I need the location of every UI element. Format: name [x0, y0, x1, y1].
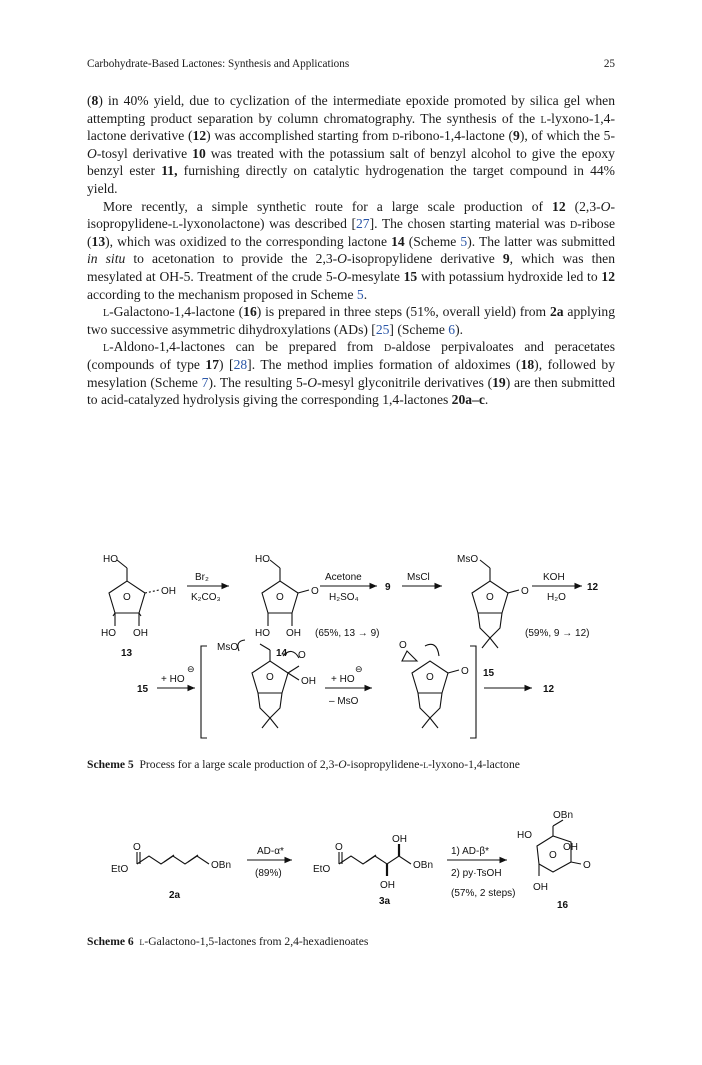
yield-13-9: (65%, 13 → 9) — [315, 628, 380, 639]
label-ho-14b: HO — [255, 628, 270, 639]
label-carbonyl-o-16: O — [583, 860, 591, 871]
label-ring-o-16: O — [549, 850, 557, 861]
label-epoxide-o: O — [399, 640, 407, 651]
label-obn-3a: OBn — [413, 860, 434, 871]
compound-12: 12 — [587, 582, 599, 593]
reagent-k2co3: K₂CO₃ — [191, 592, 221, 603]
label-oh-2: OH — [133, 628, 148, 639]
label-oh-16: OH — [563, 842, 578, 853]
compound-14: 14 — [276, 648, 288, 659]
scheme-5-structures — [87, 548, 615, 748]
yield-89: (89%) — [255, 868, 282, 879]
reagent-br2: Br₂ — [195, 572, 209, 583]
scheme-link[interactable]: 7 — [201, 374, 209, 390]
label-oh-14: OH — [286, 628, 301, 639]
label-oh: OH — [161, 586, 176, 597]
label-oh-int: OH — [301, 676, 316, 687]
compound-16: 16 — [557, 900, 569, 911]
label-ring-o-14: O — [276, 592, 284, 603]
running-title: Carbohydrate-Based Lactones: Synthesis and Applications — [87, 58, 350, 70]
body-text — [87, 92, 615, 409]
label-oh-16b: OH — [533, 882, 548, 893]
citation-link[interactable]: 27 — [355, 216, 370, 232]
minus-charge: ⊖ — [187, 664, 195, 674]
label-ho: HO — [103, 554, 118, 565]
citation-link[interactable]: 28 — [233, 356, 248, 372]
yield-9-12: (59%, 9 → 12) — [525, 628, 590, 639]
label-carbonyl-o-15: O — [521, 586, 529, 597]
label-ho-14: HO — [255, 554, 270, 565]
label-obn-16: OBn — [553, 810, 574, 821]
label-oh-3a-bottom: OH — [380, 880, 395, 891]
label-obn-2a: OBn — [211, 860, 232, 871]
running-head — [87, 58, 615, 70]
reagent-h2so4: H₂SO₄ — [329, 592, 359, 603]
minus-charge-2: ⊖ — [355, 664, 363, 674]
scheme-6-structures — [87, 808, 615, 920]
label-carbonyl-o-int2: O — [461, 666, 469, 677]
compound-2a: 2a — [169, 890, 181, 901]
scheme-link[interactable]: 6 — [448, 321, 456, 337]
label-ring-o-int2: O — [426, 672, 434, 683]
label-ho-oh: HO — [101, 628, 116, 639]
yield-57: (57%, 2 steps) — [451, 888, 516, 899]
label-mso: MsO — [457, 554, 479, 565]
reagent-acetone: Acetone — [325, 572, 362, 583]
compound-12-final: 12 — [543, 684, 555, 695]
label-o-3a: O — [335, 842, 343, 853]
reagent-plus-ho-2: + HO — [331, 674, 355, 685]
paragraph-3: l-Galactono-1,4-lactone (16) is prepared in three steps (51%, overall yield) from 2a applying two successive asymmetric dihydroxylations (ADs) [25] (Scheme 6). — [87, 304, 615, 337]
reagent-pytsoh: 2) py·TsOH — [451, 868, 502, 879]
citation-link[interactable]: 25 — [375, 321, 390, 337]
scheme-5-figure — [87, 548, 615, 748]
reagent-plus-ho: + HO — [161, 674, 185, 685]
label-o-minus: O — [298, 650, 306, 661]
label-carbonyl-o-14: O — [311, 586, 319, 597]
compound-15-row2: 15 — [137, 684, 149, 695]
label-ho-16: HO — [517, 830, 532, 841]
label-eto-3a: EtO — [313, 864, 331, 875]
page-number: 25 — [603, 58, 615, 70]
compound-9: 9 — [385, 582, 391, 593]
reagent-ad-alpha: AD-α* — [257, 846, 284, 857]
scheme-6-figure — [87, 808, 615, 920]
label-ring-o: O — [123, 592, 131, 603]
reagent-mscl: MsCl — [407, 572, 430, 583]
paragraph-1: (8) in 40% yield, due to cyclization of the intermediate epoxide promoted by silica gel when attempting product separation by column chromatography. The synthesis of the l-lyxono-1,4-lactone derivative (12) was accomplished starting from d-ribono-1,4-lactone (9), of which the 5-O-tosyl derivative 10 was treated with the potassium salt of benzyl alcohol to give the epoxy benzyl ester 11, furnishing directly on catalytic hydrogenation the target compound in 44% yield. — [87, 93, 616, 196]
label-ring-o-int: O — [266, 672, 274, 683]
scheme-5-caption: Scheme 5 Process for a large scale production of 2,3-O-isopropylidene-l-lyxono-1,4-lactone — [87, 758, 520, 771]
paragraph-2: More recently, a simple synthetic route for a large scale production of 12 (2,3-O-isopropylidene-l-lyxonolactone) was described [27]. The chosen starting material was d-ribose (13), which was oxidized to the corresponding lactone 14 (Scheme 5). The latter was submitted in situ to acetonation to provide the 2,3-O-isopropylidene derivative 9, which was then mesylated at OH-5. Treatment of the crude 5-O-mesylate 15 with potassium hydroxide led to 12 according to the mechanism proposed in Scheme 5. — [87, 198, 616, 302]
compound-13: 13 — [121, 648, 133, 659]
scheme-6-caption: Scheme 6 l-Galactono-1,5-lactones from 2,4-hexadienoates — [87, 935, 369, 948]
scheme-link[interactable]: 5 — [356, 286, 364, 302]
compound-3a: 3a — [379, 896, 391, 907]
reagent-ad-beta: 1) AD-β* — [451, 846, 489, 857]
reagent-koh: KOH — [543, 572, 565, 583]
paragraph-4: l-Aldono-1,4-lactones can be prepared from d-aldose perpivaloates and peracetates (compounds of type 17) [28]. The method implies formation of aldoximes (18), followed by mesylation (Scheme 7). The resulting 5-O-mesyl glyconitrile derivatives (19) are then submitted to acid-catalyzed hydrolysis giving the corresponding 1,4-lactones 20a–c. — [87, 339, 616, 408]
label-oh-3a-top: OH — [392, 834, 407, 845]
label-o-2a: O — [133, 842, 141, 853]
reagent-h2o: H₂O — [547, 592, 566, 603]
compound-15: 15 — [483, 668, 495, 679]
label-mso-int: MsO — [217, 642, 239, 653]
leaving-mso: – MsO — [329, 696, 359, 707]
label-eto-2a: EtO — [111, 864, 129, 875]
scheme-link[interactable]: 5 — [460, 233, 468, 249]
label-ring-o-15: O — [486, 592, 494, 603]
